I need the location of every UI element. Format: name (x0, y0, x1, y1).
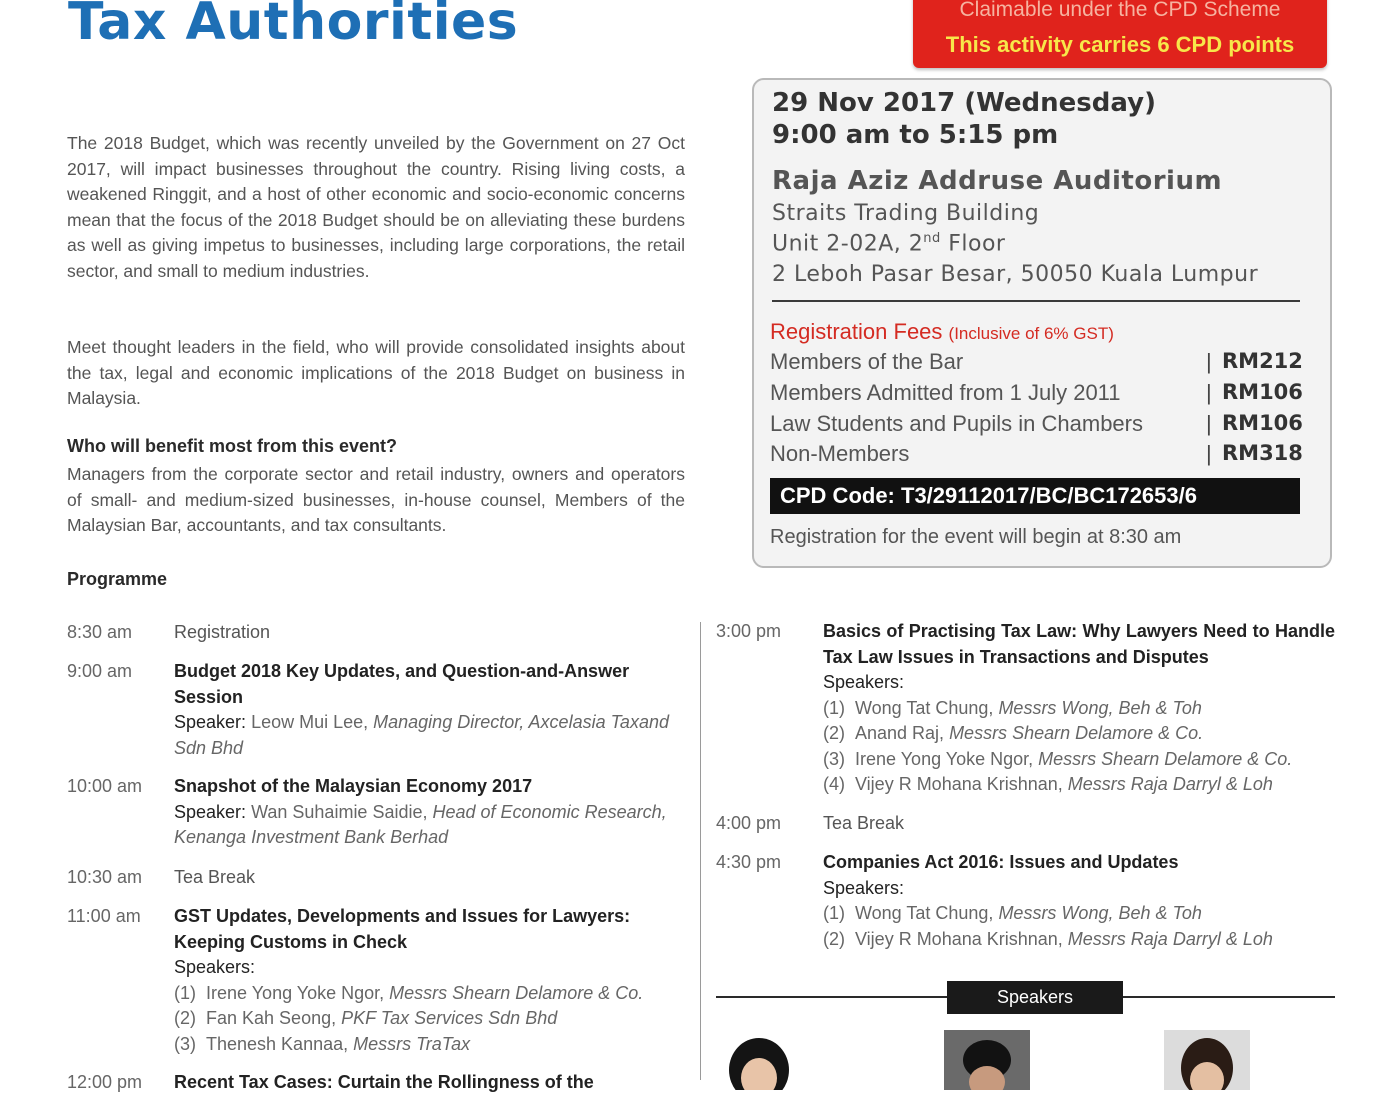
column-divider (700, 622, 701, 1080)
who-benefit-heading: Who will benefit most from this event? (67, 436, 398, 456)
cpd-banner-scheme: Claimable under the CPD Scheme (959, 0, 1281, 21)
speaker-entry: (3) Irene Yong Yoke Ngor, Messrs Shearn Delamore & Co. (823, 748, 1293, 769)
programme-time: 4:00 pm (716, 813, 782, 833)
fee-category: Members of the Bar (770, 349, 964, 374)
programme-title: Tea Break (823, 813, 905, 833)
speaker-photo (720, 1030, 798, 1090)
event-info-box (752, 78, 1332, 568)
speaker-photo (944, 1030, 1030, 1090)
event-time: 9:00 am to 5:15 pm (772, 120, 1059, 150)
fee-row (770, 441, 1304, 471)
venue-address-line-2: Unit 2-02A, 2nd Floor (772, 231, 1006, 257)
speaker-entry: (2) Fan Kah Seong, PKF Tax Services Sdn Bhd (174, 1008, 558, 1028)
fee-separator: | (1206, 411, 1212, 436)
programme-title: GST Updates, Developments and Issues for Lawyers: Keeping Customs in Check (174, 906, 631, 952)
fee-row (770, 349, 1304, 379)
speaker-entry: (3) Thenesh Kannaa, Messrs TraTax (174, 1033, 471, 1054)
fee-separator: | (1206, 380, 1212, 405)
speaker-entry: (4) Vijey R Mohana Krishnan, Messrs Raja Darryl & Loh (823, 774, 1273, 794)
speaker-entry: (1) Irene Yong Yoke Ngor, Messrs Shearn Delamore & Co. (174, 982, 644, 1003)
programme-title: Registration (174, 622, 271, 642)
fee-category: Members Admitted from 1 July 2011 (770, 380, 1121, 405)
registration-note: Registration for the event will begin at 8:30 am (770, 526, 1182, 548)
fee-row (770, 380, 1304, 410)
fee-row (770, 411, 1304, 441)
programme-speaker: Speaker: Wan Suhaimie Saidie, Head of Economic Research, Kenanga Investment Bank Berhad (174, 801, 667, 847)
programme-title: Recent Tax Cases: Curtain the Rollingness of the (174, 1072, 594, 1092)
cpd-banner-points: This activity carries 6 CPD points (945, 32, 1295, 57)
programme-heading: Programme (67, 569, 168, 589)
speaker-entry: (2) Vijey R Mohana Krishnan, Messrs Raja Darryl & Loh (823, 928, 1273, 949)
fee-separator: | (1206, 441, 1212, 466)
cpd-banner (913, 0, 1327, 68)
speakers-label: Speakers: (823, 672, 905, 692)
who-benefit-text: Managers from the corporate sector and retail industry, owners and operators of small- and medium-sized businesses, in-house counsel, Members of the Malaysian Bar, accountants, and tax consultants. (67, 464, 685, 535)
fee-amount: RM106 (1222, 380, 1303, 404)
intro-paragraph-1: The 2018 Budget, which was recently unveiled by the Government on 27 Oct 2017, will impact businesses throughout the country. Rising living costs, a weakened Ringgit, and a host of other economic and socio-economic concerns mean that the focus of the 2018 Budget should be on alleviating these burdens as well as giving impetus to businesses, including large corporations, the retail sector, and small to medium industries. (67, 133, 685, 281)
programme-time: 10:00 am (67, 776, 143, 796)
programme-time: 12:00 pm (67, 1072, 143, 1092)
programme-title: Companies Act 2016: Issues and Updates (823, 852, 1179, 872)
programme-time: 3:00 pm (716, 621, 782, 641)
fee-category: Law Students and Pupils in Chambers (770, 411, 1143, 436)
event-date: 29 Nov 2017 (Wednesday) (772, 88, 1156, 118)
programme-title: Tea Break (174, 867, 256, 887)
page-title: Tax Authorities (68, 0, 519, 52)
programme-time: 10:30 am (67, 867, 143, 887)
fee-amount: RM318 (1222, 441, 1303, 465)
fee-category: Non-Members (770, 441, 910, 466)
speaker-photo (1164, 1030, 1250, 1090)
speaker-entry: (1) Wong Tat Chung, Messrs Wong, Beh & Toh (823, 903, 1202, 923)
speaker-entry: (1) Wong Tat Chung, Messrs Wong, Beh & Toh (823, 697, 1202, 718)
programme-time: 8:30 am (67, 622, 133, 642)
venue-address-line-3: 2 Leboh Pasar Besar, 50050 Kuala Lumpur (772, 262, 1259, 287)
speakers-label: Speakers: (823, 877, 905, 898)
cpd-code: CPD Code: T3/29112017/BC/BC172653/6 (770, 478, 1300, 514)
venue-address-line-1: Straits Trading Building (772, 201, 1040, 226)
programme-title: Budget 2018 Key Updates, and Question-and-Answer Session (174, 661, 630, 707)
fee-amount: RM106 (1222, 411, 1303, 435)
fee-separator: | (1206, 349, 1212, 374)
fee-amount: RM212 (1222, 349, 1303, 373)
programme-title: Snapshot of the Malaysian Economy 2017 (174, 776, 533, 796)
programme-time: 11:00 am (67, 906, 141, 926)
speakers-label: Speakers: (174, 957, 256, 977)
registration-fees-heading: Registration Fees (Inclusive of 6% GST) (770, 319, 1114, 344)
programme-title: Basics of Practising Tax Law: Why Lawyers Need to Handle Tax Law Issues in Transactions and Disputes (823, 621, 1335, 667)
programme-time: 9:00 am (67, 661, 133, 681)
intro-paragraph-2: Meet thought leaders in the field, who will provide consolidated insights about the tax, legal and economic implications of the 2018 Budget on business in Malaysia. (67, 337, 685, 408)
programme-speaker: Speaker: Leow Mui Lee, Managing Director, Axcelasia Taxand Sdn Bhd (174, 712, 669, 758)
divider (772, 300, 1300, 302)
speaker-entry: (2) Anand Raj, Messrs Shearn Delamore & Co. (823, 723, 1204, 743)
programme-time: 4:30 pm (716, 852, 782, 872)
event-venue: Raja Aziz Addruse Auditorium (772, 166, 1223, 196)
speakers-section-label: Speakers (947, 981, 1123, 1014)
